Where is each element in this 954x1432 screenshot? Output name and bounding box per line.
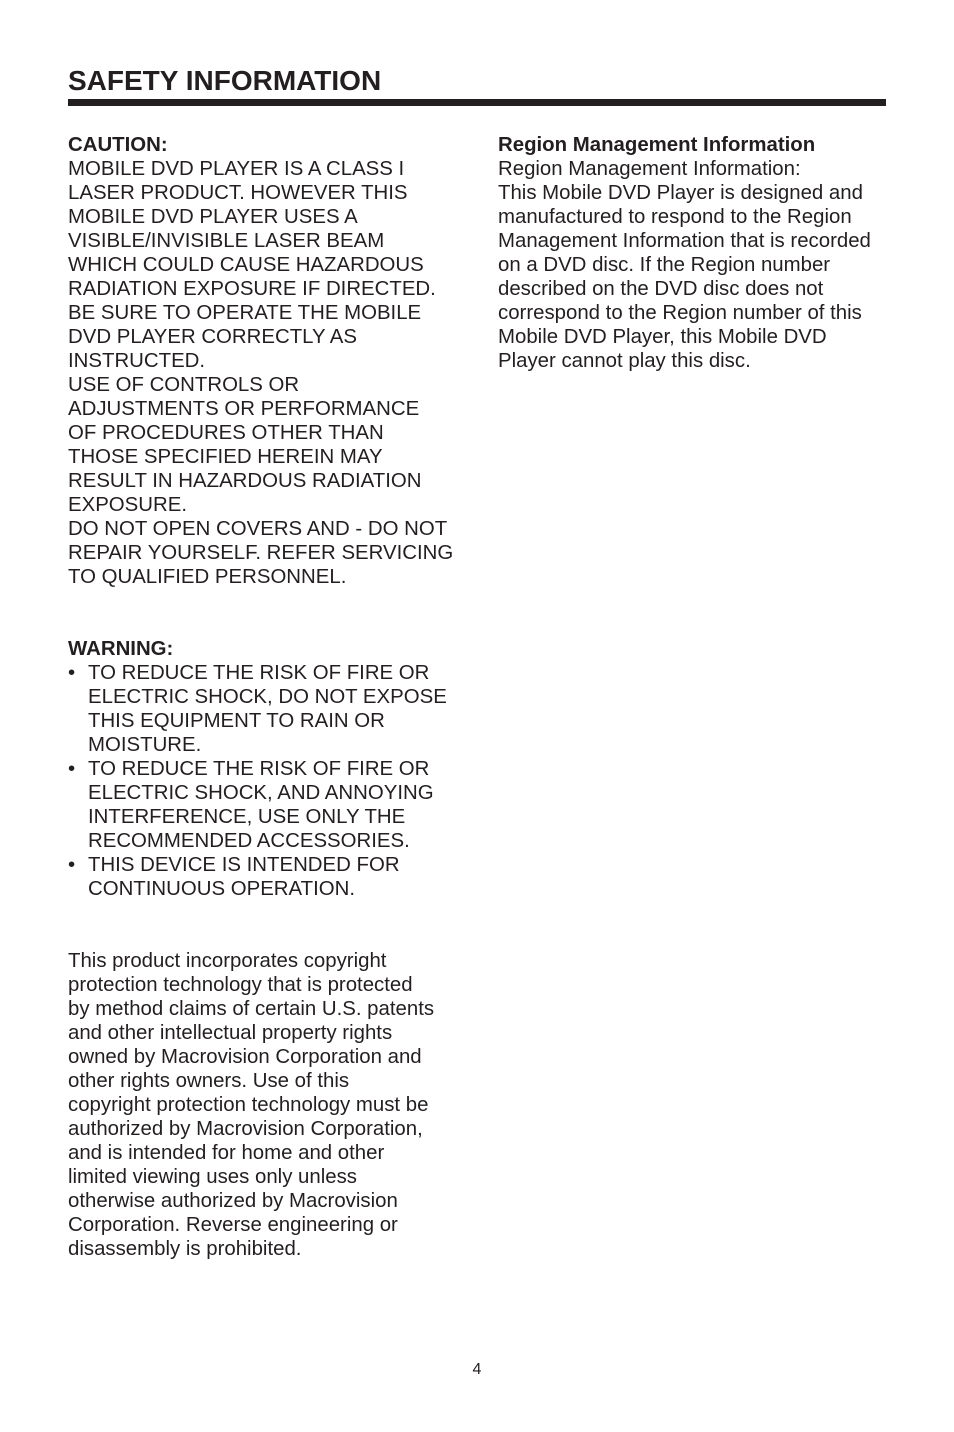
title-rule [68,99,886,106]
region-line: manufactured to respond to the Region [498,206,852,228]
caution-line: REPAIR YOURSELF. REFER SERVICING [68,542,454,564]
caution-line: BE SURE TO OPERATE THE MOBILE [68,302,422,324]
caution-line: ADJUSTMENTS OR PERFORMANCE [68,398,420,420]
copyright-line: protection technology that is protected [68,974,413,996]
caution-line: USE OF CONTROLS OR [68,374,300,396]
warning-item-text [88,853,400,901]
copyright-notice [68,949,468,1261]
warning-line: INTERFERENCE, USE ONLY THE [88,806,406,828]
warning-line: THIS DEVICE IS INTENDED FOR [88,854,400,876]
caution-line: MOBILE DVD PLAYER USES A [68,206,358,228]
copyright-line: by method claims of certain U.S. patents [68,998,435,1020]
warning-item-text [88,661,447,757]
warning-section [68,637,468,901]
warning-line: TO REDUCE THE RISK OF FIRE OR [88,758,430,780]
warning-item [68,757,468,853]
warning-line: CONTINUOUS OPERATION. [88,878,355,900]
region-line: Region Management Information: [498,158,801,180]
caution-heading: CAUTION: [68,134,168,156]
copyright-line: copyright protection technology must be [68,1094,429,1116]
copyright-line: owned by Macrovision Corporation and [68,1046,422,1068]
warning-line: ELECTRIC SHOCK, AND ANNOYING [88,782,434,804]
warning-item [68,853,468,901]
caution-line: DVD PLAYER CORRECTLY AS [68,326,357,348]
caution-line: INSTRUCTED. [68,350,206,372]
section-spacer [68,901,468,949]
copyright-line: and is intended for home and other [68,1142,385,1164]
region-heading: Region Management Information [498,134,816,156]
caution-line: TO QUALIFIED PERSONNEL. [68,566,347,588]
copyright-line: limited viewing uses only unless [68,1166,358,1188]
right-column [498,133,898,373]
caution-line: MOBILE DVD PLAYER IS A CLASS I [68,158,405,180]
section-spacer [68,589,468,637]
warning-line: MOISTURE. [88,734,202,756]
warning-item-text [88,757,434,853]
region-line: This Mobile DVD Player is designed and [498,182,863,204]
caution-line: EXPOSURE. [68,494,187,516]
caution-line: VISIBLE/INVISIBLE LASER BEAM [68,230,385,252]
copyright-line: otherwise authorized by Macrovision [68,1190,398,1212]
caution-line: OF PROCEDURES OTHER THAN [68,422,384,444]
page-number: 4 [472,1361,482,1378]
region-line: Management Information that is recorded [498,230,871,252]
warning-line: THIS EQUIPMENT TO RAIN OR [88,710,385,732]
bullet-icon: • [68,758,76,780]
page-title: SAFETY INFORMATION [68,65,382,96]
caution-section [68,133,468,589]
region-line: correspond to the Region number of this [498,302,862,324]
warning-heading: WARNING: [68,638,174,660]
caution-line: DO NOT OPEN COVERS AND - DO NOT [68,518,448,540]
left-column [68,133,468,1261]
warning-line: TO REDUCE THE RISK OF FIRE OR [88,662,430,684]
bullet-icon: • [68,662,76,684]
warning-line: RECOMMENDED ACCESSORIES. [88,830,410,852]
region-line: Player cannot play this disc. [498,350,751,372]
bullet-icon: • [68,854,76,876]
caution-line: RESULT IN HAZARDOUS RADIATION [68,470,422,492]
copyright-line: disassembly is prohibited. [68,1238,302,1260]
copyright-line: other rights owners. Use of this [68,1070,350,1092]
caution-line: LASER PRODUCT. HOWEVER THIS [68,182,408,204]
region-line: described on the DVD disc does not [498,278,824,300]
region-line: on a DVD disc. If the Region number [498,254,831,276]
caution-line: THOSE SPECIFIED HEREIN MAY [68,446,383,468]
copyright-line: authorized by Macrovision Corporation, [68,1118,423,1140]
warning-item [68,661,468,757]
caution-line: RADIATION EXPOSURE IF DIRECTED. [68,278,436,300]
copyright-line: This product incorporates copyright [68,950,387,972]
copyright-line: Corporation. Reverse engineering or [68,1214,398,1236]
copyright-line: and other intellectual property rights [68,1022,393,1044]
warning-line: ELECTRIC SHOCK, DO NOT EXPOSE [88,686,447,708]
caution-line: WHICH COULD CAUSE HAZARDOUS [68,254,424,276]
region-section [498,133,898,373]
region-line: Mobile DVD Player, this Mobile DVD [498,326,827,348]
